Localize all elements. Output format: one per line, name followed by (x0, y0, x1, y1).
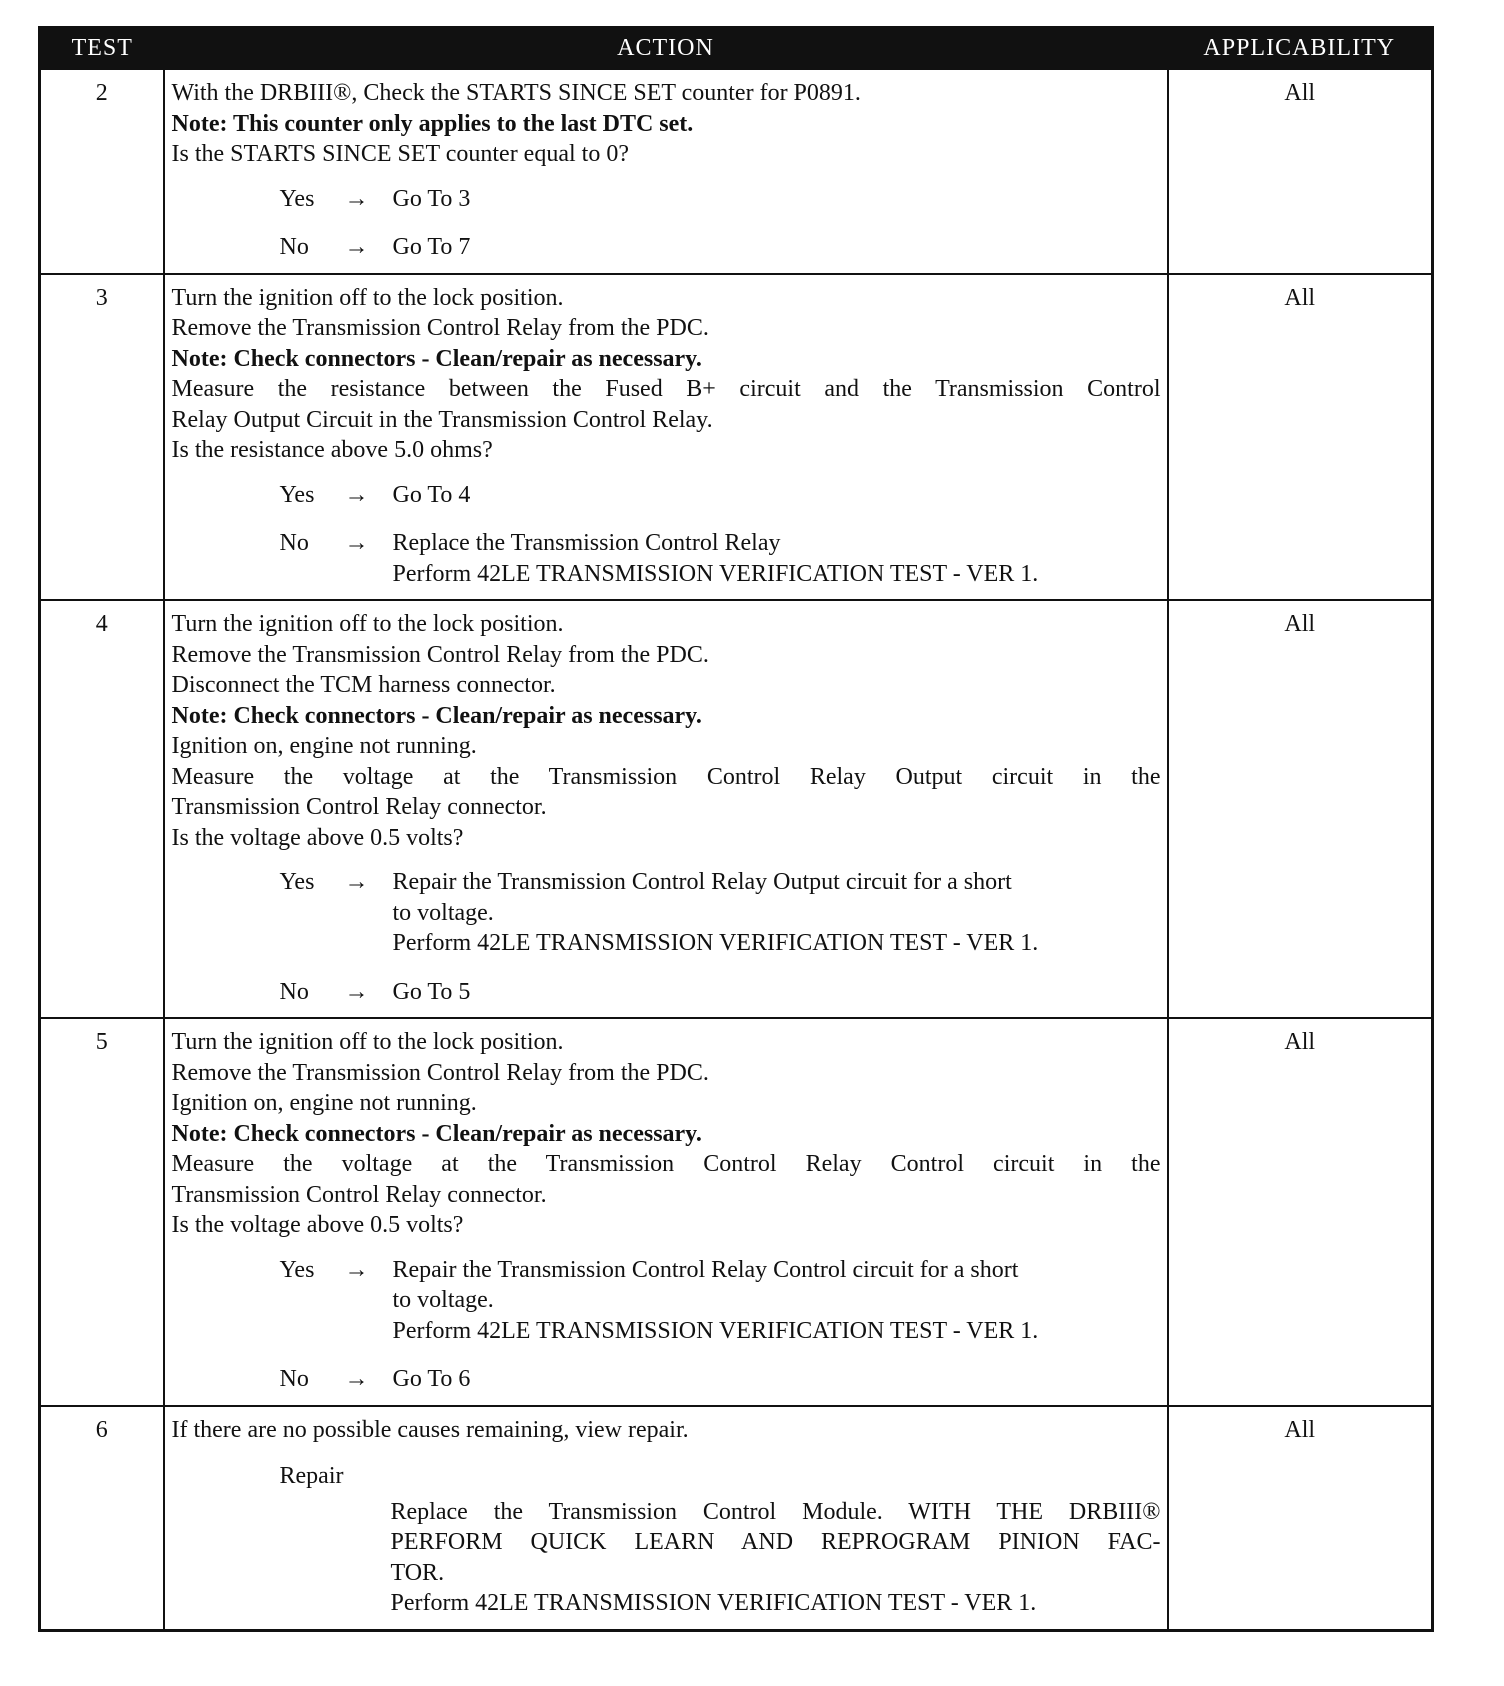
repair-block (172, 1461, 1161, 1619)
action-cell (164, 274, 1168, 601)
action-note: Note: Check connectors - Clean/repair as necessary. (171, 345, 702, 372)
answer-option (172, 1255, 1161, 1347)
action-line: Ignition on, engine not running. (171, 1090, 477, 1116)
action-line: Transmission Control Relay connector. (171, 1181, 547, 1208)
arrow-right-icon: → (344, 185, 369, 212)
arrow-right-icon: → (344, 1256, 369, 1283)
answer-label: Yes (279, 869, 315, 895)
action-line: Measure the voltage at the Transmission Control Relay Control circuit in the (171, 1151, 1161, 1177)
arrow-right-icon: → (344, 1366, 369, 1392)
answer-result-line: Go To 5 (392, 978, 471, 1005)
action-line: Remove the Transmission Control Relay from the PDC. (171, 641, 709, 668)
answer-result (393, 1364, 1161, 1395)
action-cell (164, 600, 1168, 1018)
answer-label: No (279, 234, 309, 260)
answer-result-line: Go To 7 (392, 234, 471, 260)
applicability-value: All (1168, 274, 1433, 601)
answer-option (172, 977, 1161, 1008)
answer-option (172, 480, 1161, 511)
action-line: Measure the voltage at the Transmission Control Relay Output circuit in the (171, 763, 1161, 790)
answer-result-line: to voltage. (392, 899, 494, 926)
answer-result-line: Repair the Transmission Control Relay Output circuit for a short (392, 869, 1012, 895)
arrow-right-icon: → (344, 234, 369, 260)
test-number: 3 (40, 274, 164, 601)
action-line: Turn the ignition off to the lock position. (171, 284, 564, 311)
answer-option (172, 1364, 1161, 1395)
answer-result-line: Perform 42LE TRANSMISSION VERIFICATION TEST - VER 1. (392, 930, 1039, 956)
table-row (40, 1406, 1433, 1631)
repair-line: TOR. (390, 1559, 445, 1586)
answer-options (172, 1255, 1161, 1395)
action-note: Note: Check connectors - Clean/repair as necessary. (171, 702, 702, 729)
answer-result-line: Repair the Transmission Control Relay Control circuit for a short (392, 1256, 1019, 1283)
arrow-right-icon: → (344, 530, 369, 556)
action-note: Note: This counter only applies to the last DTC set. (171, 110, 694, 137)
action-line: Is the STARTS SINCE SET counter equal to 0? (171, 141, 629, 167)
action-line: Disconnect the TCM harness connector. (171, 672, 556, 698)
header-test: TEST (40, 28, 164, 70)
answer-options (172, 480, 1161, 590)
arrow-right-icon: → (344, 978, 369, 1005)
repair-line: Replace the Transmission Control Module. WITH THE DRBIII® (390, 1498, 1161, 1525)
answer-result-line: to voltage. (392, 1287, 494, 1313)
answer-option (172, 232, 1161, 263)
action-line: Remove the Transmission Control Relay from the PDC. (171, 315, 709, 341)
header-applicability: APPLICABILITY (1168, 28, 1433, 70)
action-cell (164, 1406, 1168, 1631)
answer-result-line: Replace the Transmission Control Relay (392, 530, 781, 556)
answer-result (393, 977, 1161, 1008)
answer-label: Yes (279, 481, 315, 508)
action-line: Ignition on, engine not running. (171, 733, 477, 759)
repair-instructions (391, 1497, 1161, 1619)
answer-result (393, 184, 1161, 215)
answer-result (393, 867, 1161, 959)
answer-options (172, 184, 1161, 263)
answer-result (393, 528, 1161, 589)
answer-result-line: Go To 4 (392, 481, 471, 508)
arrow-right-icon: → (344, 481, 369, 508)
answer-label: No (279, 530, 309, 556)
answer-result-line: Go To 6 (392, 1366, 471, 1392)
answer-option (172, 184, 1161, 215)
action-line: Relay Output Circuit in the Transmission Control Relay. (171, 406, 713, 433)
answer-options (172, 867, 1161, 1007)
applicability-value: All (1168, 69, 1433, 274)
action-line: Remove the Transmission Control Relay from the PDC. (171, 1059, 709, 1086)
test-number: 5 (40, 1018, 164, 1406)
answer-label: No (279, 978, 309, 1005)
action-line: Turn the ignition off to the lock position. (171, 1029, 564, 1055)
action-line: Is the voltage above 0.5 volts? (171, 824, 464, 851)
answer-label: Yes (279, 1256, 315, 1283)
answer-result-line: Go To 3 (392, 185, 471, 212)
table-row (40, 600, 1433, 1018)
answer-result (393, 232, 1161, 263)
answer-label: Yes (279, 185, 315, 212)
answer-label: No (279, 1366, 309, 1392)
answer-result-line: Perform 42LE TRANSMISSION VERIFICATION TEST - VER 1. (392, 560, 1039, 587)
diagnostic-test-table (38, 26, 1434, 1632)
action-line: With the DRBIII®, Check the STARTS SINCE SET counter for P0891. (171, 80, 861, 106)
action-note: Note: Check connectors - Clean/repair as necessary. (171, 1120, 702, 1147)
test-number: 4 (40, 600, 164, 1018)
action-line: Measure the resistance between the Fused B+ circuit and the Transmission Control (171, 376, 1161, 402)
applicability-value: All (1168, 1018, 1433, 1406)
repair-label: Repair (279, 1463, 344, 1489)
action-line: Transmission Control Relay connector. (171, 794, 547, 820)
table-body (40, 69, 1433, 1630)
action-line: If there are no possible causes remaining, view repair. (171, 1416, 689, 1443)
repair-line: Perform 42LE TRANSMISSION VERIFICATION TEST - VER 1. (390, 1590, 1037, 1616)
action-line: Is the resistance above 5.0 ohms? (171, 437, 493, 463)
table-row (40, 274, 1433, 601)
header-action: ACTION (164, 28, 1168, 70)
answer-result-line: Perform 42LE TRANSMISSION VERIFICATION TEST - VER 1. (392, 1317, 1039, 1344)
applicability-value: All (1168, 1406, 1433, 1631)
action-cell (164, 1018, 1168, 1406)
answer-result (393, 480, 1161, 511)
table-header-row (40, 28, 1433, 70)
table-row (40, 69, 1433, 274)
test-number: 6 (40, 1406, 164, 1631)
repair-line: PERFORM QUICK LEARN AND REPROGRAM PINION FAC- (390, 1529, 1161, 1555)
applicability-value: All (1168, 600, 1433, 1018)
action-cell (164, 69, 1168, 274)
table-row (40, 1018, 1433, 1406)
test-number: 2 (40, 69, 164, 274)
arrow-right-icon: → (344, 869, 369, 895)
answer-option (172, 528, 1161, 589)
action-line: Is the voltage above 0.5 volts? (171, 1212, 464, 1238)
answer-option (172, 867, 1161, 959)
answer-result (393, 1255, 1161, 1347)
action-line: Turn the ignition off to the lock position. (171, 611, 564, 637)
